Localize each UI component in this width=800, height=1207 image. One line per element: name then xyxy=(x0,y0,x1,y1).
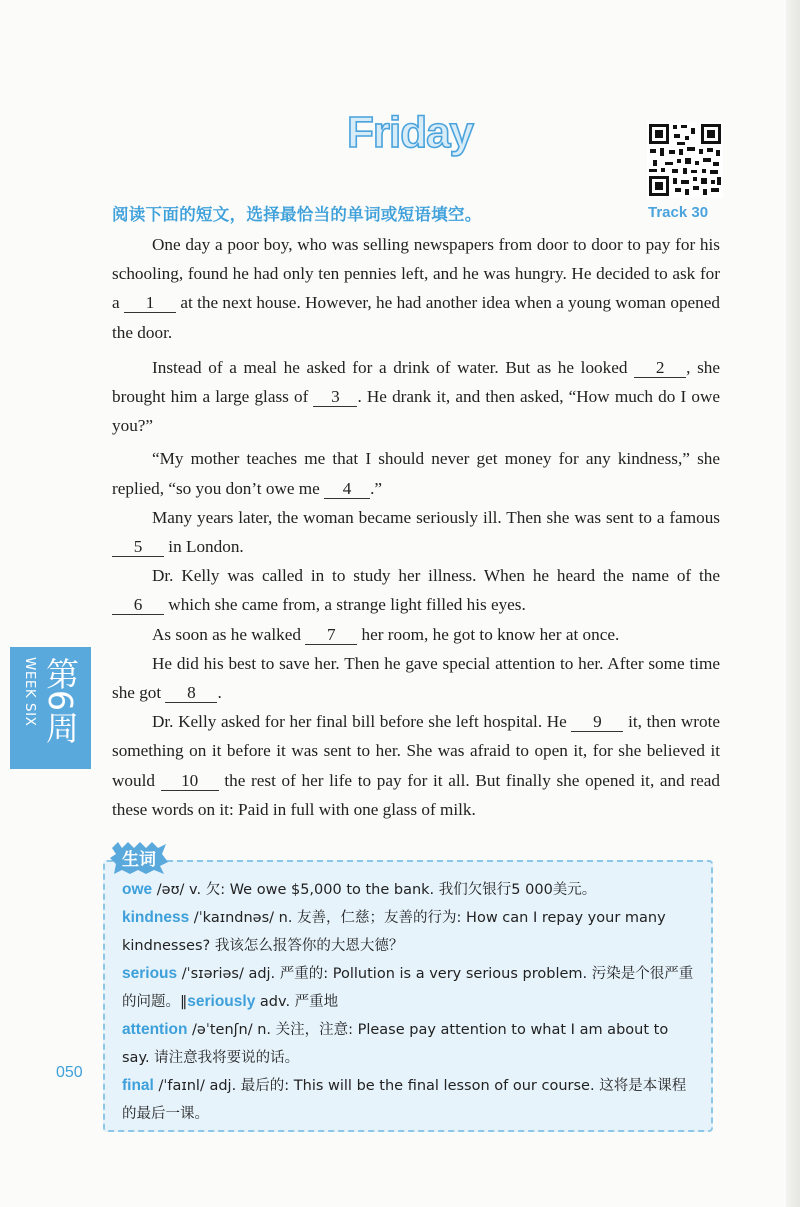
blank-10: 10 xyxy=(161,772,219,791)
cloze-passage xyxy=(112,230,720,824)
paragraph: Many years later, the woman became seriously ill. Then she was sent to a famous 5 in London. xyxy=(112,503,720,561)
blank-2: 2 xyxy=(634,359,686,378)
blank-4: 4 xyxy=(324,480,370,499)
instruction-text: 阅读下面的短文，选择最恰当的单词或短语填空。 xyxy=(112,205,482,224)
blank-7: 7 xyxy=(305,626,357,645)
paragraph: “My mother teaches me that I should never get money for any kindness,” she replied, “so you don’t owe me 4 .” xyxy=(112,449,720,498)
vocabulary-badge-label: 生词 xyxy=(122,850,156,870)
paragraph: He did his best to save her. Then he gave special attention to her. After some time she got 8 . xyxy=(112,653,720,703)
vocab-entry: final /ˈfaɪnl/ adj. 最后的: This will be the final lesson of our course. 这将是本课程的最后一课。 xyxy=(122,1077,687,1122)
vocab-word: attention xyxy=(122,1021,188,1038)
blank-8: 8 xyxy=(165,684,217,703)
paragraph: As soon as he walked 7 her room, he got to know her at once. xyxy=(152,624,620,644)
vocab-entry: attention /əˈtenʃn/ n. 关注，注意: Please pay attention to what I am about to say. 请注意我将要说的话。 xyxy=(122,1021,669,1066)
paragraph: Dr. Kelly asked for her final bill before she left hospital. He 9 it, then wrote something on it before it was sent to her. She was afraid to open it, for she believed it would 10 the rest of her life to pay for it all. But finally she opened it, and read these words on it: Paid in full with one glass of milk. xyxy=(112,712,720,819)
page-number: 050 xyxy=(56,1064,83,1081)
vocab-word: owe xyxy=(122,881,153,898)
week-number-en: WEEK SIX xyxy=(22,657,38,727)
vocab-entry: serious /ˈsɪəriəs/ adj. 严重的: Pollution is a very serious problem. 污染是个很严重的问题。‖seriously adv. 严重地 xyxy=(122,965,694,1010)
vocab-word: kindness xyxy=(122,909,190,926)
vocab-entry: kindness /ˈkaɪndnəs/ n. 友善，仁慈；友善的行为: How can I repay your many kindnesses? 我该怎么报答你的大恩大德？ xyxy=(122,909,666,954)
page-title: Friday xyxy=(346,108,474,157)
vocabulary-badge xyxy=(108,840,170,876)
vocabulary-list xyxy=(122,876,700,1128)
blank-9: 9 xyxy=(571,713,623,732)
blank-5: 5 xyxy=(112,538,164,557)
blank-3: 3 xyxy=(313,388,357,407)
paragraph: Instead of a meal he asked for a drink of water. But as he looked 2 , she brought him a large glass of 3 . He drank it, and then asked, “How much do I owe you?” xyxy=(112,357,720,436)
vocab-derived-word: seriously xyxy=(187,993,256,1010)
week-tab-text xyxy=(20,657,80,761)
page-edge xyxy=(786,0,800,1207)
paragraph: One day a poor boy, who was selling newspapers from door to door to pay for his schooling, found he had only ten pennies left, and he was hungry. He decided to ask for a 1 at the next house. However, he had another idea when a young woman opened the door. xyxy=(112,235,720,342)
blank-6: 6 xyxy=(112,596,164,615)
vocab-entry: owe /əʊ/ v. 欠: We owe $5,000 to the bank. 我们欠银行5 000美元。 xyxy=(122,881,597,898)
vocab-word: serious xyxy=(122,965,178,982)
qr-code xyxy=(647,122,723,198)
week-tab xyxy=(10,647,91,769)
week-number-cn: 第6周 xyxy=(41,657,80,744)
blank-1: 1 xyxy=(124,294,176,313)
track-label: Track 30 xyxy=(648,204,709,221)
vocab-word: final xyxy=(122,1077,154,1094)
paragraph: Dr. Kelly was called in to study her illness. When he heard the name of the 6 which she came from, a strange light filled his eyes. xyxy=(112,561,720,619)
